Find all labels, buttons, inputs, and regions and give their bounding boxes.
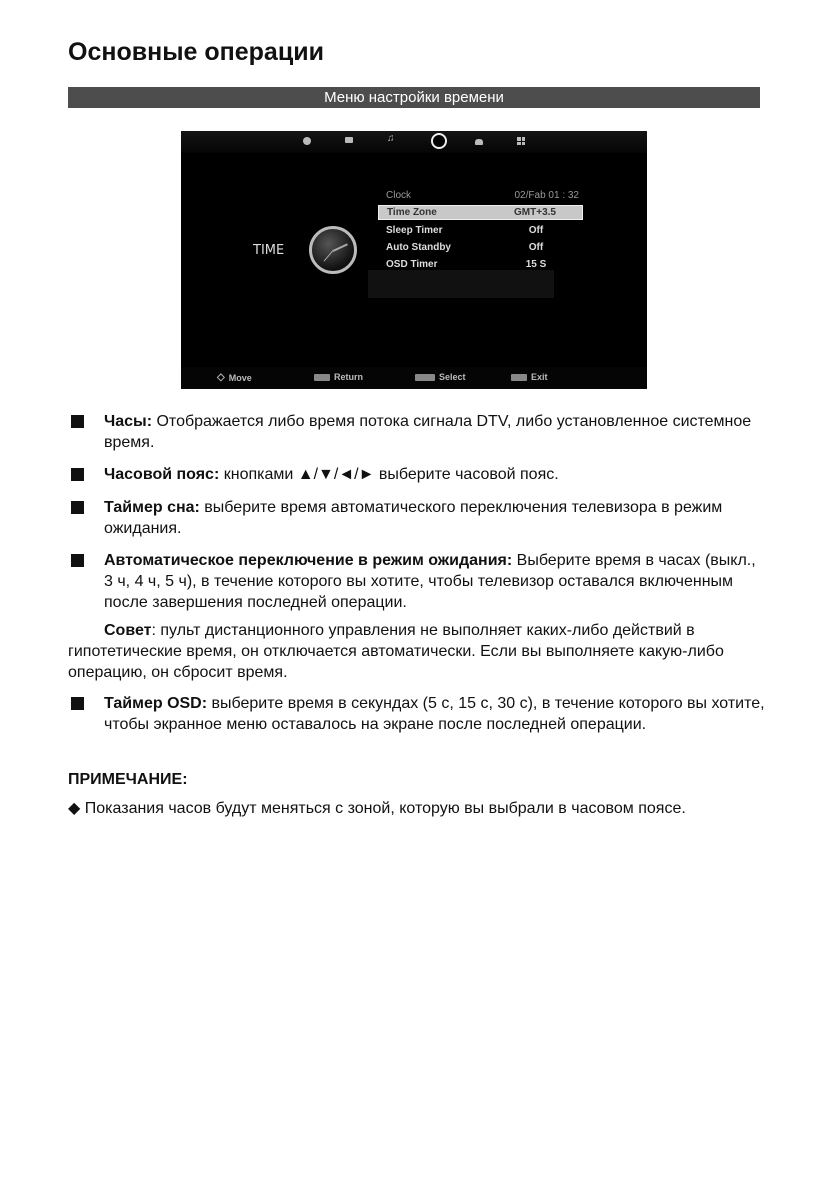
hint-move: ◇ Move bbox=[217, 372, 252, 383]
menu-row-value: GMT+3.5 bbox=[514, 207, 556, 218]
monitor-icon bbox=[345, 137, 353, 143]
music-note-icon: ♫ bbox=[387, 133, 395, 144]
hint-exit: Exit bbox=[511, 372, 548, 382]
menu-row-value: Off bbox=[528, 242, 544, 253]
clock-icon bbox=[431, 133, 447, 149]
menu-row-label: Sleep Timer bbox=[386, 225, 443, 236]
dpad-icon: ◇ bbox=[217, 372, 225, 383]
grid-icon bbox=[517, 137, 525, 145]
list-item-sleep-timer: Таймер сна: выберите время автоматического переключения телевизора в режим ожидания. bbox=[68, 497, 768, 539]
tv-footer-hints bbox=[181, 367, 647, 389]
menu-row-auto-standby bbox=[378, 239, 583, 256]
diamond-bullet-icon: ◆ bbox=[68, 800, 81, 817]
tip-paragraph: Совет: пульт дистанционного управления не выполняет каких-либо действий в гипотетические время, он отключается автоматически. Если вы выполняете какую-либо операцию, он сбросит время. bbox=[68, 622, 724, 681]
square-bullet-icon bbox=[71, 415, 84, 428]
menu-row-value: 02/Fab 01 : 32 bbox=[514, 190, 579, 201]
menu-row-label: Auto Standby bbox=[386, 242, 451, 253]
tv-top-tab-bar bbox=[181, 131, 647, 153]
square-bullet-icon bbox=[71, 554, 84, 567]
square-bullet-icon bbox=[71, 697, 84, 710]
menu-empty-area bbox=[368, 270, 554, 298]
exit-key-icon bbox=[511, 374, 527, 381]
note-title: ПРИМЕЧАНИЕ: bbox=[68, 771, 188, 788]
return-key-icon bbox=[314, 374, 330, 381]
analog-clock-icon bbox=[309, 226, 357, 274]
tv-menu-screenshot bbox=[181, 131, 647, 389]
square-bullet-icon bbox=[71, 501, 84, 514]
tv-time-menu bbox=[378, 187, 583, 273]
menu-row-value: 15 S bbox=[525, 259, 547, 270]
page-title: Основные операции bbox=[68, 38, 324, 66]
select-key-icon bbox=[415, 374, 435, 381]
menu-row-time-zone bbox=[378, 205, 583, 220]
menu-row-value: Off bbox=[528, 225, 544, 236]
list-item-auto-standby: Автоматическое переключение в режим ожидания: Выберите время в часах (выкл., 3 ч, 4 ч, 5 ч), в течение которого вы хотите, чтобы телевизор оставался включенным после завершения последней операции. bbox=[68, 550, 768, 613]
tv-section-label: TIME bbox=[253, 243, 285, 258]
hint-return: Return bbox=[314, 372, 363, 382]
list-item-osd-timer: Таймер OSD: выберите время в секундах (5 с, 15 с, 30 с), в течение которого вы хотите, чтобы экранное меню оставалось на экране после последней операции. bbox=[68, 693, 768, 735]
note-item: ◆ Показания часов будут меняться с зоной, которую вы выбрали в часовом поясе. bbox=[68, 800, 686, 817]
square-bullet-icon bbox=[71, 468, 84, 481]
lock-icon bbox=[475, 139, 483, 145]
gear-icon bbox=[303, 137, 311, 145]
list-item-clock: Часы: Отображается либо время потока сигнала DTV, либо установленное системное время. bbox=[68, 411, 768, 453]
menu-row-clock bbox=[378, 187, 583, 204]
hint-select: Select bbox=[415, 372, 466, 382]
menu-row-sleep-timer bbox=[378, 222, 583, 239]
menu-row-label: Time Zone bbox=[387, 207, 437, 218]
list-item-time-zone: Часовой пояс: кнопками ▲/▼/◄/► выберите часовой пояс. bbox=[68, 464, 768, 485]
menu-row-label: OSD Timer bbox=[386, 259, 438, 270]
menu-row-label: Clock bbox=[386, 190, 412, 201]
section-header-bar: Меню настройки времени bbox=[68, 87, 760, 108]
